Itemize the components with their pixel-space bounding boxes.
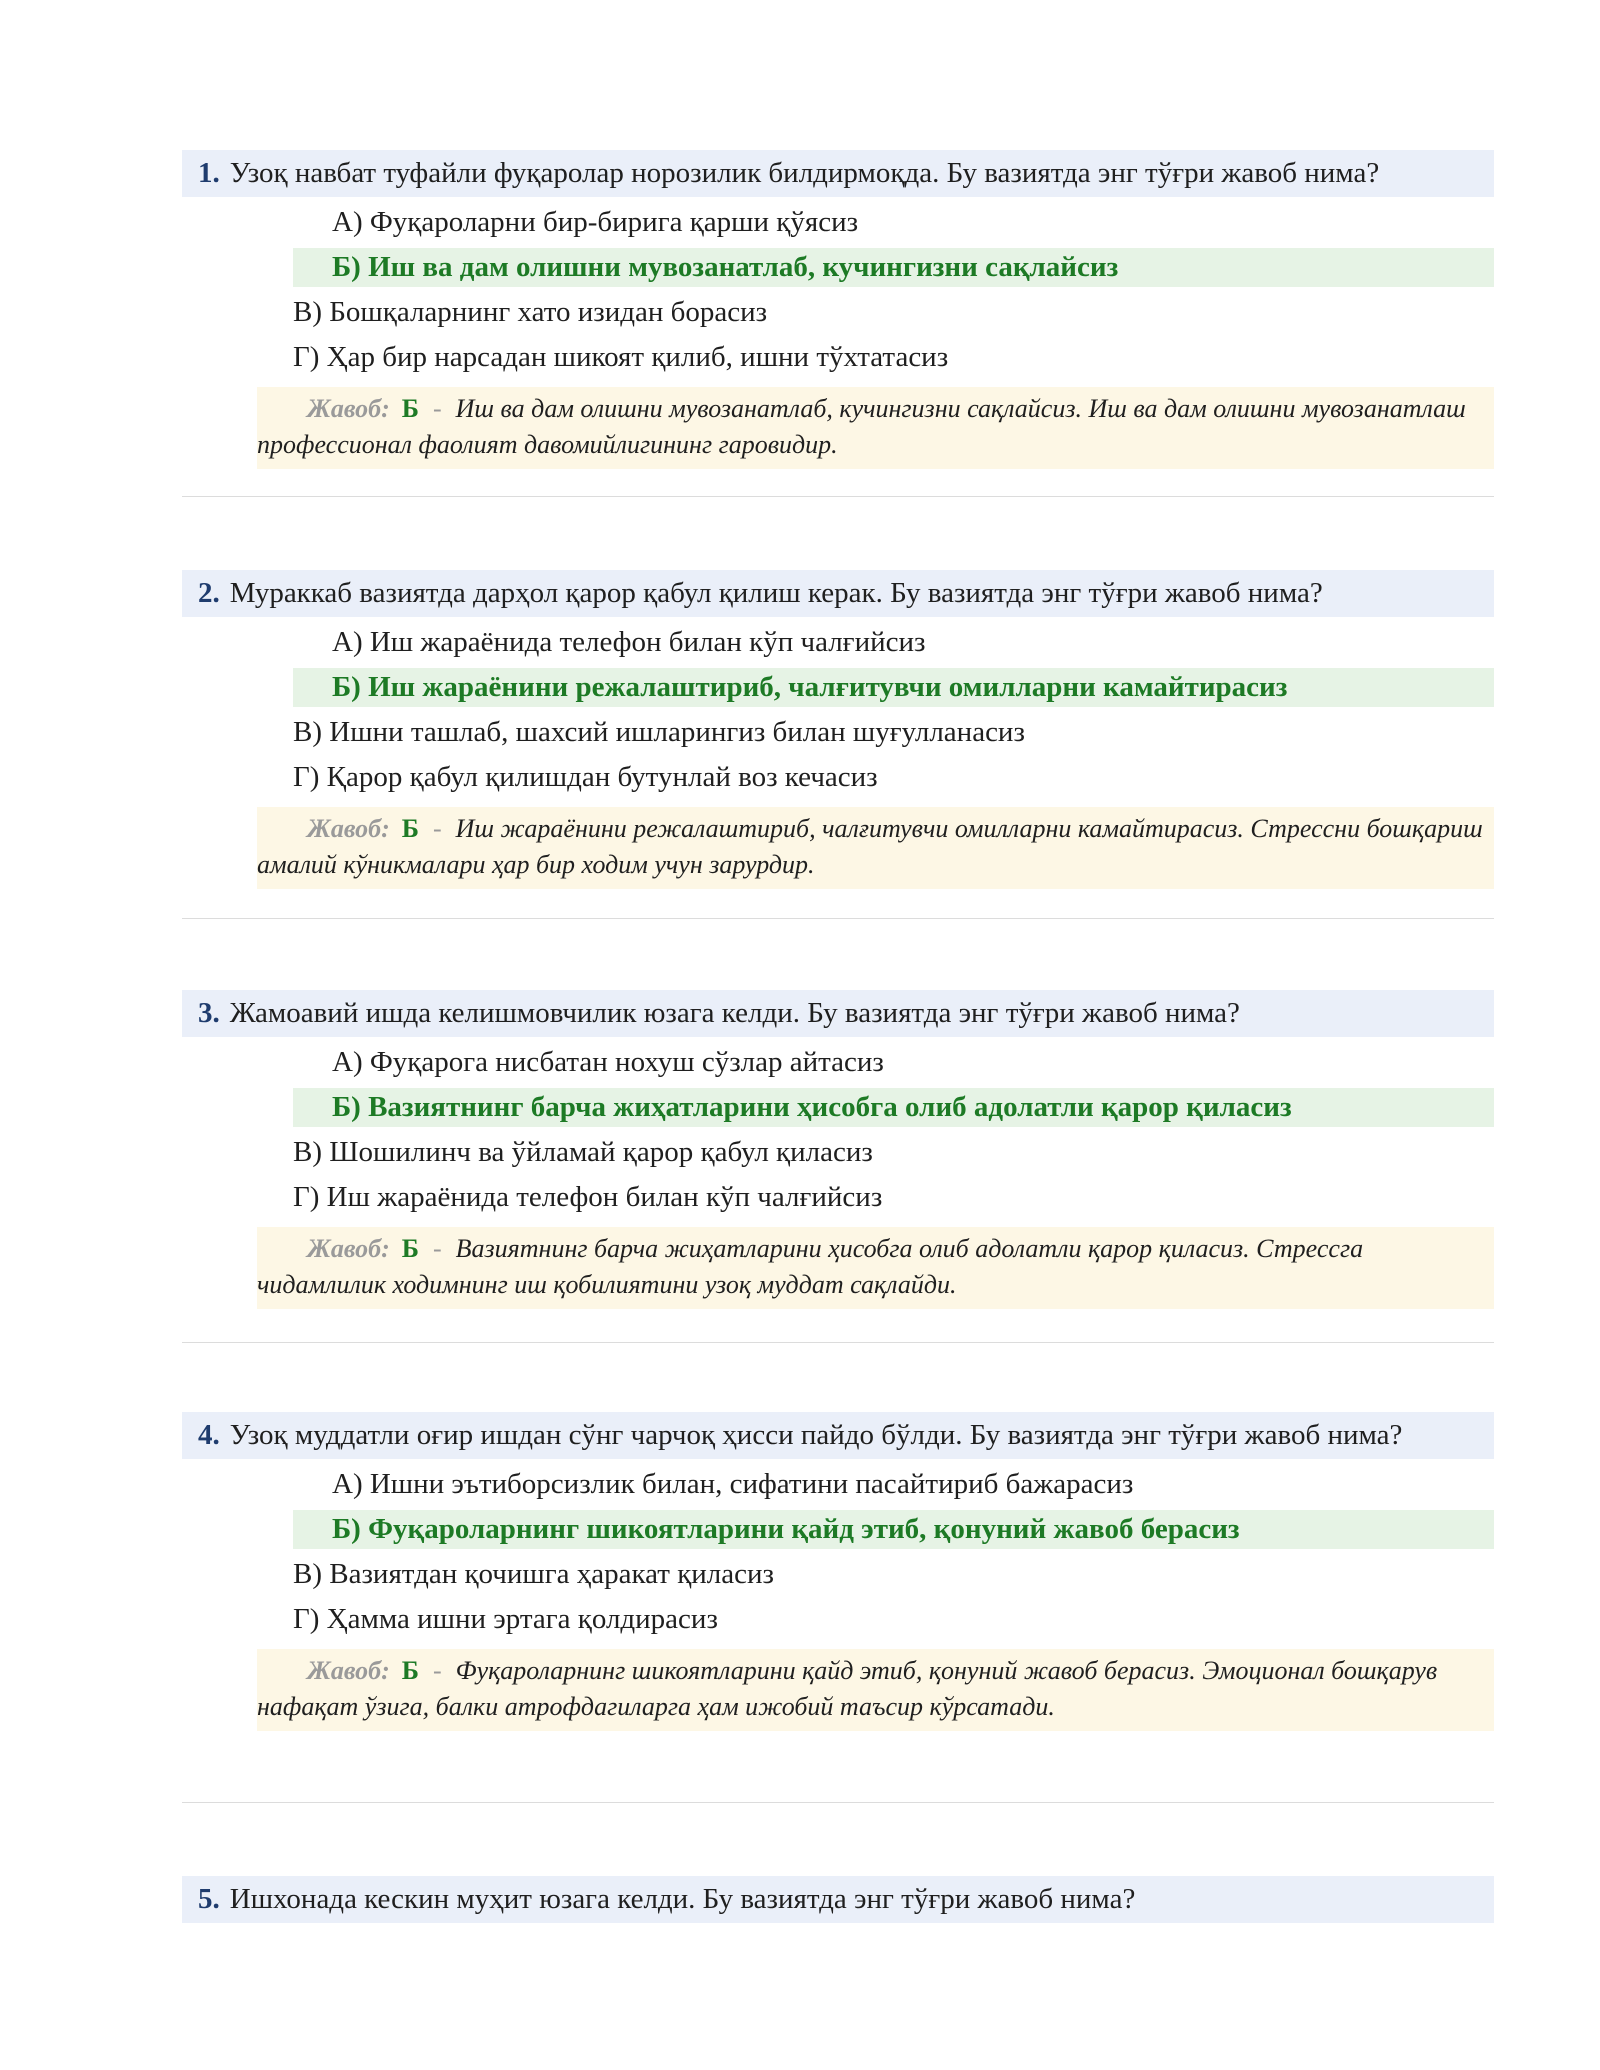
option-b-correct: Б) Иш ва дам олишни мувозанатлаб, кучингизни сақлайсиз xyxy=(293,248,1494,287)
option-v: В) Вазиятдан қочишга ҳаракат қиласиз xyxy=(293,1558,774,1590)
question-number: 5. xyxy=(198,1883,220,1915)
option-b-correct: Б) Иш жараёнини режалаштириб, чалғитувчи омилларни камайтирасиз xyxy=(293,668,1494,707)
answer-label: Жавоб: xyxy=(307,1234,390,1263)
answer-dash: - xyxy=(432,394,442,423)
answer-dash: - xyxy=(432,814,442,843)
question-2 xyxy=(182,570,1494,889)
question-number: 2. xyxy=(198,577,220,609)
answer-label: Жавоб: xyxy=(307,1656,390,1685)
section-divider xyxy=(182,1342,1494,1343)
question-text: Узоқ муддатли оғир ишдан сўнг чарчоқ ҳисси пайдо бўлди. Бу вазиятда энг тўғри жавоб нима? xyxy=(229,1419,1403,1451)
answer-letter: Б xyxy=(401,1234,419,1263)
question-text: Узоқ навбат туфайли фуқаролар норозилик билдирмоқда. Бу вазиятда энг тўғри жавоб нима? xyxy=(229,157,1380,189)
question-1 xyxy=(182,150,1494,469)
question-heading xyxy=(182,990,1494,1037)
section-divider xyxy=(182,918,1494,919)
question-3 xyxy=(182,990,1494,1309)
question-text: Жамоавий ишда келишмовчилик юзага келди. Бу вазиятда энг тўғри жавоб нима? xyxy=(229,997,1240,1029)
answer-text: Вазиятнинг барча жиҳатларини ҳисобга олиб адолатли қарор қиласиз. Стрессга чидамлилик ходимнинг иш қобилиятини узоқ муддат сақлайди. xyxy=(257,1234,1364,1299)
answer-text: Иш жараёнини режалаштириб, чалғитувчи омилларни камайтирасиз. Стрессни бошқариш амалий кўникмалари ҳар бир ходим учун зарурдир. xyxy=(257,814,1483,879)
question-number: 1. xyxy=(198,157,220,189)
answer-explanation xyxy=(257,1227,1494,1309)
option-g: Г) Ҳамма ишни эртага қолдирасиз xyxy=(293,1603,718,1635)
answer-text: Иш ва дам олишни мувозанатлаб, кучингизни сақлайсиз. Иш ва дам олишни мувозанатлаш профессионал фаолият давомийлигининг гаровидир. xyxy=(257,394,1466,459)
question-4 xyxy=(182,1412,1494,1731)
section-divider xyxy=(182,496,1494,497)
section-divider xyxy=(182,1802,1494,1803)
answer-letter: Б xyxy=(401,814,419,843)
question-heading xyxy=(182,570,1494,617)
option-a: А) Фуқароларни бир-бирига қарши қўясиз xyxy=(332,206,859,238)
answer-explanation xyxy=(257,1649,1494,1731)
answer-letter: Б xyxy=(401,1656,419,1685)
option-a: А) Фуқарога нисбатан нохуш сўзлар айтасиз xyxy=(332,1046,884,1078)
option-v: В) Ишни ташлаб, шахсий ишларингиз билан шуғулланасиз xyxy=(293,716,1025,748)
answer-text: Фуқароларнинг шикоятларини қайд этиб, қонуний жавоб берасиз. Эмоционал бошқарув нафақат ўзига, балки атрофдагиларга ҳам ижобий таъсир кўрсатади. xyxy=(257,1656,1438,1721)
question-text: Ишхонада кескин муҳит юзага келди. Бу вазиятда энг тўғри жавоб нима? xyxy=(229,1883,1136,1915)
answer-label: Жавоб: xyxy=(307,394,390,423)
option-g: Г) Қарор қабул қилишдан бутунлай воз кечасиз xyxy=(293,761,878,793)
question-heading xyxy=(182,150,1494,197)
option-v: В) Бошқаларнинг хато изидан борасиз xyxy=(293,296,768,328)
option-v: В) Шошилинч ва ўйламай қарор қабул қиласиз xyxy=(293,1136,873,1168)
option-a: А) Иш жараёнида телефон билан кўп чалғийсиз xyxy=(332,626,926,658)
question-text: Мураккаб вазиятда дарҳол қарор қабул қилиш керак. Бу вазиятда энг тўғри жавоб нима? xyxy=(229,577,1323,609)
answer-dash: - xyxy=(432,1234,442,1263)
answer-explanation xyxy=(257,807,1494,889)
option-a: А) Ишни эътиборсизлик билан, сифатини пасайтириб бажарасиз xyxy=(332,1468,1134,1500)
answer-label: Жавоб: xyxy=(307,814,390,843)
option-g: Г) Ҳар бир нарсадан шикоят қилиб, ишни тўхтатасиз xyxy=(293,341,949,373)
option-g: Г) Иш жараёнида телефон билан кўп чалғийсиз xyxy=(293,1181,883,1213)
answer-letter: Б xyxy=(401,394,419,423)
question-heading xyxy=(182,1876,1494,1923)
question-heading xyxy=(182,1412,1494,1459)
question-5 xyxy=(182,1876,1494,1923)
question-number: 3. xyxy=(198,997,220,1029)
answer-explanation xyxy=(257,387,1494,469)
question-number: 4. xyxy=(198,1419,220,1451)
option-b-correct: Б) Фуқароларнинг шикоятларини қайд этиб, қонуний жавоб берасиз xyxy=(293,1510,1494,1549)
answer-dash: - xyxy=(432,1656,442,1685)
option-b-correct: Б) Вазиятнинг барча жиҳатларини ҳисобга олиб адолатли қарор қиласиз xyxy=(293,1088,1494,1127)
